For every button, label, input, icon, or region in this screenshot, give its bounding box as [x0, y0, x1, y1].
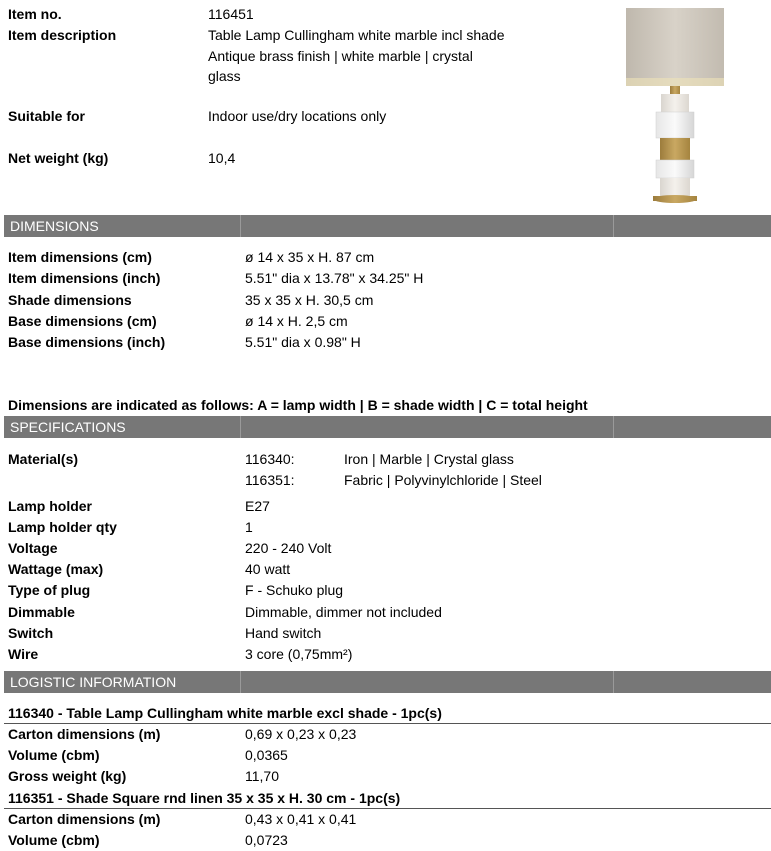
logistic-row-label: Volume (cbm) — [8, 832, 100, 848]
spec-row-value: 3 core (0,75mm²) — [245, 645, 353, 662]
dimensions-note: Dimensions are indicated as follows: A = lamp width | B = shade width | C = total height — [8, 397, 588, 413]
dimension-row-label: Base dimensions (cm) — [8, 312, 157, 329]
spec-row-label: Wire — [8, 645, 39, 662]
spec-row-value: 40 watt — [245, 561, 291, 578]
spec-row-label: Wattage (max) — [8, 561, 104, 578]
item-description-line1: Table Lamp Cullingham white marble incl shade — [208, 27, 505, 43]
material-code: 116340: — [245, 451, 295, 467]
dimension-row-label: Item dimensions (cm) — [8, 249, 152, 265]
dimension-row-value: 5.51" dia x 0.98" H — [245, 334, 361, 351]
spec-row-label: Switch — [8, 624, 54, 641]
logistic-row-label: Gross weight (kg) — [8, 768, 127, 784]
item-no-value: 116451 — [208, 6, 254, 22]
spec-row-value: 1 — [245, 519, 253, 536]
table-lamp-image — [618, 6, 728, 210]
logistic-section-header — [4, 671, 771, 693]
spec-row-label: Type of plug — [8, 582, 91, 599]
dimension-row-value: ø 14 x H. 2,5 cm — [245, 312, 348, 329]
logistic-row-value: 0,0365 — [245, 747, 288, 763]
net-weight-label: Net weight (kg) — [8, 150, 109, 166]
item-no-label: Item no. — [8, 6, 62, 22]
logistic-row-label: Volume (cbm) — [8, 747, 100, 763]
suitable-for-value: Indoor use/dry locations only — [208, 108, 387, 124]
spec-row-label: Voltage — [8, 540, 58, 557]
spec-row-label: Lamp holder qty — [8, 519, 117, 536]
suitable-for-label: Suitable for — [8, 108, 86, 124]
item-description-label: Item description — [8, 27, 117, 43]
dimension-row-value: 35 x 35 x H. 30,5 cm — [245, 291, 374, 308]
net-weight-value: 10,4 — [208, 150, 236, 166]
material-value: Fabric | Polyvinylchloride | Steel — [344, 472, 542, 488]
material-value: Iron | Marble | Crystal glass — [344, 451, 514, 467]
material-label: Material(s) — [8, 451, 79, 467]
dimensions-title: DIMENSIONS — [10, 218, 99, 234]
logistic-group-heading: 116340 - Table Lamp Cullingham white marble excl shade - 1pc(s) — [8, 705, 442, 721]
logistic-title: LOGISTIC INFORMATION — [10, 674, 177, 690]
lamp-shade — [626, 8, 724, 86]
spec-row-value: Hand switch — [245, 624, 322, 641]
logistic-row-value: 0,43 x 0,41 x 0,41 — [245, 811, 357, 827]
logistic-row-value: 11,70 — [245, 768, 279, 784]
dimension-row-label: Shade dimensions — [8, 291, 132, 308]
material-code: 116351: — [245, 472, 295, 488]
spec-row-value: 220 - 240 Volt — [245, 540, 332, 557]
dimension-row-label: Item dimensions (inch) — [8, 270, 161, 287]
dimension-row-value: 5.51" dia x 13.78" x 34.25" H — [245, 270, 424, 287]
item-description-line3: glass — [208, 68, 241, 84]
logistic-row-value: 0,0723 — [245, 832, 288, 848]
item-description-line2: Antique brass finish | white marble | crystal — [208, 48, 473, 64]
spec-row-value: Dimmable, dimmer not included — [245, 603, 442, 620]
dimension-row-label: Base dimensions (inch) — [8, 334, 166, 351]
spec-row-label: Dimmable — [8, 603, 75, 620]
spec-row-value: F - Schuko plug — [245, 582, 344, 599]
spec-row-value: E27 — [245, 498, 270, 514]
specifications-section-header — [4, 416, 771, 438]
logistic-row-value: 0,69 x 0,23 x 0,23 — [245, 726, 357, 742]
dimensions-section-header — [4, 215, 771, 237]
spec-row-label: Lamp holder — [8, 498, 93, 514]
logistic-group-heading: 116351 - Shade Square rnd linen 35 x 35 x H. 30 cm - 1pc(s) — [8, 790, 401, 806]
dimension-row-value: ø 14 x 35 x H. 87 cm — [245, 249, 375, 265]
logistic-row-label: Carton dimensions (m) — [8, 811, 161, 827]
logistic-row-label: Carton dimensions (m) — [8, 726, 161, 742]
specifications-title: SPECIFICATIONS — [10, 419, 126, 435]
